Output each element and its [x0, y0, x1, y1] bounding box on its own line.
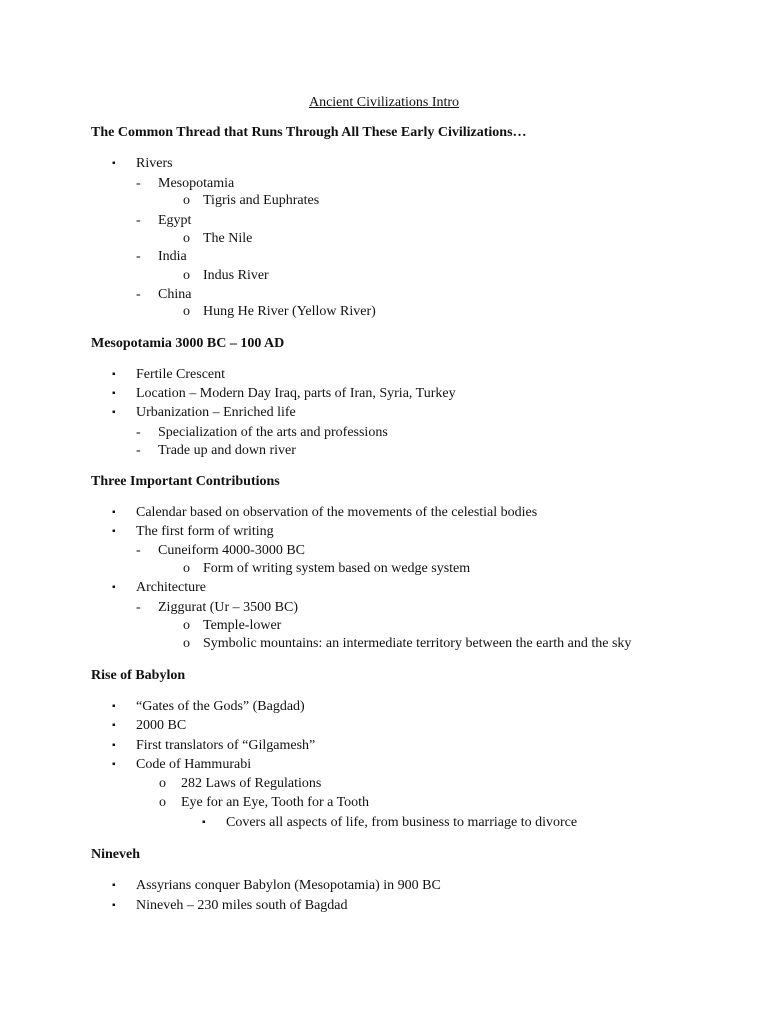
dash-bullet-icon: - — [136, 543, 141, 558]
square-bullet-icon: ▪ — [112, 880, 116, 891]
square-bullet-icon: ▪ — [112, 740, 116, 751]
square-bullet-icon: ▪ — [112, 388, 116, 399]
dash-bullet-icon: - — [136, 443, 141, 458]
circle-bullet-icon: o — [183, 231, 190, 246]
square-bullet-icon: ▪ — [202, 817, 206, 828]
list-item: ▪ Nineveh – 230 miles south of Bagdad — [112, 898, 348, 913]
list-item: ▪ Architecture — [112, 580, 206, 595]
square-bullet-icon: ▪ — [112, 900, 116, 911]
square-bullet-icon: ▪ — [112, 720, 116, 731]
list-item: ▪ Assyrians conquer Babylon (Mesopotamia) in 900 BC — [112, 878, 441, 893]
circle-bullet-icon: o — [183, 304, 190, 319]
circle-bullet-icon: o — [159, 776, 166, 791]
list-item: ▪ Urbanization – Enriched life — [112, 405, 296, 420]
dash-bullet-icon: - — [136, 213, 141, 228]
list-item: ▪ First translators of “Gilgamesh” — [112, 738, 316, 753]
circle-bullet-icon: o — [183, 193, 190, 208]
list-item: ▪ Location – Modern Day Iraq, parts of Iran, Syria, Turkey — [112, 386, 456, 401]
list-item: - Specialization of the arts and professions — [136, 425, 388, 440]
list-item: ▪ Fertile Crescent — [112, 367, 226, 382]
list-item: - Cuneiform 4000-3000 BC — [136, 543, 305, 558]
square-bullet-icon: ▪ — [112, 158, 116, 169]
circle-bullet-icon: o — [159, 795, 166, 810]
list-item: o The Nile — [183, 231, 253, 246]
square-bullet-icon: ▪ — [112, 369, 116, 380]
circle-bullet-icon: o — [183, 618, 190, 633]
list-item: - India — [136, 249, 187, 264]
dash-bullet-icon: - — [136, 249, 141, 264]
list-item: o Hung He River (Yellow River) — [183, 304, 376, 319]
square-bullet-icon: ▪ — [112, 701, 116, 712]
list-item: o Tigris and Euphrates — [183, 193, 320, 208]
square-bullet-icon: ▪ — [112, 526, 116, 537]
list-item: - China — [136, 287, 192, 302]
square-bullet-icon: ▪ — [112, 407, 116, 418]
section-heading-nineveh: Nineveh — [91, 847, 140, 862]
square-bullet-icon: ▪ — [112, 582, 116, 593]
dash-bullet-icon: - — [136, 176, 141, 191]
list-item: ▪ Rivers — [112, 156, 173, 171]
list-item: - Ziggurat (Ur – 3500 BC) — [136, 600, 298, 615]
dash-bullet-icon: - — [136, 425, 141, 440]
section-heading-babylon: Rise of Babylon — [91, 668, 186, 683]
section-heading-contributions: Three Important Contributions — [91, 474, 280, 489]
section-heading-common-thread: The Common Thread that Runs Through All These Early Civilizations… — [91, 125, 527, 140]
section-heading-mesopotamia: Mesopotamia 3000 BC – 100 AD — [91, 336, 285, 351]
list-item: ▪ Calendar based on observation of the movements of the celestial bodies — [112, 505, 538, 520]
list-item: o Form of writing system based on wedge system — [183, 561, 471, 576]
square-bullet-icon: ▪ — [112, 759, 116, 770]
square-bullet-icon: ▪ — [112, 507, 116, 518]
circle-bullet-icon: o — [183, 636, 190, 651]
list-item: ▪ “Gates of the Gods” (Bagdad) — [112, 699, 305, 714]
list-item: ▪ 2000 BC — [112, 718, 187, 733]
list-item: o Symbolic mountains: an intermediate territory between the earth and the sky — [183, 636, 632, 651]
dash-bullet-icon: - — [136, 287, 141, 302]
list-item: - Mesopotamia — [136, 176, 235, 191]
page-title: Ancient Civilizations Intro — [308, 95, 460, 110]
list-item: o 282 Laws of Regulations — [159, 776, 322, 791]
dash-bullet-icon: - — [136, 600, 141, 615]
list-item: ▪ The first form of writing — [112, 524, 274, 539]
list-item: o Temple-lower — [183, 618, 282, 633]
list-item: ▪ Code of Hammurabi — [112, 757, 252, 772]
list-item: o Eye for an Eye, Tooth for a Tooth — [159, 795, 370, 810]
list-item: o Indus River — [183, 268, 269, 283]
list-item: - Trade up and down river — [136, 443, 296, 458]
circle-bullet-icon: o — [183, 268, 190, 283]
list-item: - Egypt — [136, 213, 192, 228]
list-item: ▪ Covers all aspects of life, from business to marriage to divorce — [202, 815, 578, 830]
circle-bullet-icon: o — [183, 561, 190, 576]
